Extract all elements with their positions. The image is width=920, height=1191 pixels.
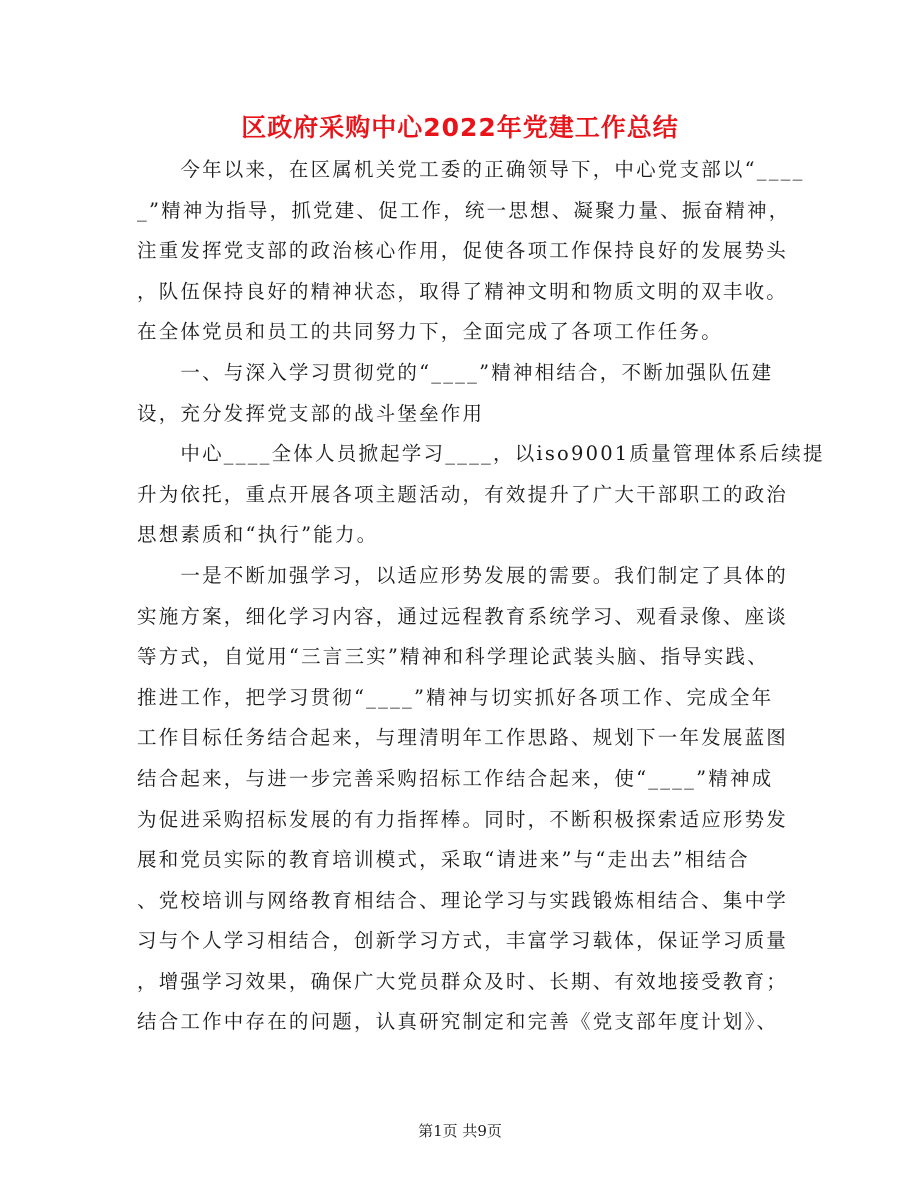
text-line: 为促进采购招标发展的有力指挥棒。同时，不断积极探索适应形势发 (137, 807, 789, 831)
text-line: 在全体党员和员工的共同努力下，全面完成了各项工作任务。 (137, 320, 723, 344)
text-line: 展和党员实际的教育培训模式，采取“请进来”与“走出去”相结合 (137, 848, 750, 872)
section-heading-line: 一、与深入学习贯彻党的“____”精神相结合，不断加强队伍建 (137, 360, 774, 384)
text-line: 一是不断加强学习，以适应形势发展的需要。我们制定了具体的 (137, 563, 789, 587)
text-line: 、党校培训与网络教育相结合、理论学习与实践锻炼相结合、集中学 (137, 888, 789, 912)
section-heading-line: 设，充分发挥党支部的战斗堡垒作用 (137, 401, 485, 425)
text-line: 结合工作中存在的问题，认真研究制定和完善《党支部年度计划》、 (137, 1010, 779, 1034)
text-line: 等方式，自觉用“三言三实”精神和科学理论武装头脑、指导实践、 (137, 645, 769, 669)
text-line: ，增强学习效果，确保广大党员群众及时、长期、有效地接受教育； (137, 969, 789, 993)
text-line: 习与个人学习相结合，创新学习方式，丰富学习载体，保证学习质量 (137, 929, 789, 953)
text-line: _”精神为指导，抓党建、促工作，统一思想、凝聚力量、振奋精神， (137, 198, 791, 222)
document-title: 区政府采购中心2022年党建工作总结 (241, 113, 679, 142)
text-line: 升为依托，重点开展各项主题活动，有效提升了广大干部职工的政治 (137, 482, 789, 506)
text-line: 今年以来，在区属机关党工委的正确领导下，中心党支部以“____ (137, 158, 805, 181)
text-line: ，队伍保持良好的精神状态，取得了精神文明和物质文明的双丰收。 (137, 279, 789, 303)
text-line: 实施方案，细化学习内容，通过远程教育系统学习、观看录像、座谈 (137, 604, 789, 628)
text-line: 中心____全体人员掀起学习____，以iso9001质量管理体系后续提 (137, 442, 825, 466)
text-line: 注重发挥党支部的政治核心作用，促使各项工作保持良好的发展势头 (137, 239, 789, 263)
text-line: 工作目标任务结合起来，与理清明年工作思路、规划下一年发展蓝图 (137, 726, 789, 750)
document-body (137, 150, 825, 1043)
text-line: 结合起来，与进一步完善采购招标工作结合起来，使“____”精神成 (137, 766, 774, 790)
text-line: 推进工作，把学习贯彻“____”精神与切实抓好各项工作、完成全年 (137, 685, 774, 709)
text-line: 思想素质和“执行”能力。 (137, 523, 379, 547)
page-number-footer: 第1页 共9页 (418, 1122, 502, 1140)
